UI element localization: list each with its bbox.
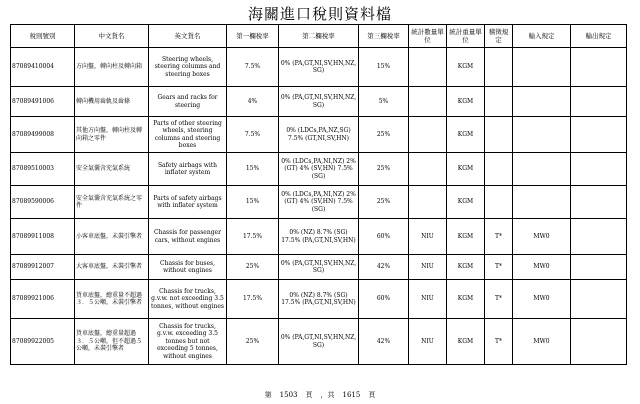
cell-rate-col1: 15% (227, 153, 279, 186)
tariff-table (10, 24, 627, 365)
cell-rate-col2: 0% (LDCs,PA,NI,NZ) 2% (GT) 4% (SV,HN) 7.5% (SG) (279, 153, 359, 186)
cell-quantity-unit (409, 87, 447, 117)
header-weight-unit: 統計重量單位 (447, 25, 485, 48)
cell-chinese-name: 貨車底盤，總重量不超過３．５公噸，未裝引擎者 (75, 280, 149, 319)
cell-chinese-name: 轉向機用齒軌及齒條 (75, 87, 149, 117)
cell-export-rule (571, 319, 627, 365)
header-import-rule: 輸入規定 (513, 25, 571, 48)
cell-import-rule: MW0 (513, 255, 571, 280)
table-row (11, 117, 627, 153)
footer-page-number: 1503 (279, 391, 298, 399)
cell-english-name: Parts of safety airbags with inflater system (149, 186, 227, 219)
cell-rate-col2: 0% (PA,GT,NI,SV,HN,NZ, SG) (279, 255, 359, 280)
table-row (11, 48, 627, 87)
cell-rate-col2: 0% (LDCs,PA,NZ,SG) 7.5% (GT,NI,SV,HN) (279, 117, 359, 153)
cell-rate-col1: 4% (227, 87, 279, 117)
cell-export-rule (571, 280, 627, 319)
cell-levy-rule (485, 153, 513, 186)
cell-rate-col1: 7.5% (227, 48, 279, 87)
header-quantity-unit: 統計數量單位 (409, 25, 447, 48)
cell-quantity-unit (409, 153, 447, 186)
cell-rate-col1: 17.5% (227, 280, 279, 319)
cell-tariff-code: 87089491006 (11, 87, 75, 117)
footer-total-pages: 1615 (342, 391, 361, 399)
table-row (11, 255, 627, 280)
cell-rate-col1: 25% (227, 255, 279, 280)
table-row (11, 319, 627, 365)
cell-rate-col1: 7.5% (227, 117, 279, 153)
cell-rate-col3: 60% (359, 280, 409, 319)
cell-english-name: Gears and racks for steering (149, 87, 227, 117)
cell-english-name: Parts of other steering wheels, steering columns and steering boxes (149, 117, 227, 153)
header-english-name: 英文貨名 (149, 25, 227, 48)
cell-weight-unit: KGM (447, 280, 485, 319)
cell-export-rule (571, 117, 627, 153)
cell-quantity-unit (409, 117, 447, 153)
cell-weight-unit: KGM (447, 87, 485, 117)
cell-chinese-name: 安全氣囊含充氣系統之零件 (75, 186, 149, 219)
cell-rate-col2: 0% (LDCs,PA,NI,NZ) 2% (GT) 4% (SV,HN) 7.5% (SG) (279, 186, 359, 219)
cell-weight-unit: KGM (447, 186, 485, 219)
cell-rate-col2: 0% (PA,GT,NI,SV,HN,NZ, SG) (279, 87, 359, 117)
cell-quantity-unit: NIU (409, 219, 447, 255)
cell-tariff-code: 87089510003 (11, 153, 75, 186)
cell-quantity-unit: NIU (409, 319, 447, 365)
cell-quantity-unit: NIU (409, 280, 447, 319)
cell-chinese-name: 小客車底盤，未裝引擎者 (75, 219, 149, 255)
cell-export-rule (571, 219, 627, 255)
footer-total-word: 頁 (368, 391, 376, 399)
cell-english-name: Steering wheels, steering columns and steering boxes (149, 48, 227, 87)
page-footer (0, 390, 640, 400)
cell-rate-col2: 0% (PA,GT,NI,SV,HN,NZ, SG) (279, 319, 359, 365)
cell-export-rule (571, 186, 627, 219)
cell-english-name: Chassis for trucks, g.v.w. not exceeding 3.5 tonnes, without engines (149, 280, 227, 319)
cell-tariff-code: 87089912007 (11, 255, 75, 280)
cell-levy-rule: T* (485, 319, 513, 365)
cell-tariff-code: 87089911008 (11, 219, 75, 255)
cell-import-rule (513, 186, 571, 219)
cell-weight-unit: KGM (447, 153, 485, 186)
cell-rate-col3: 25% (359, 117, 409, 153)
cell-english-name: Safety airbags with inflater system (149, 153, 227, 186)
cell-rate-col3: 42% (359, 255, 409, 280)
cell-tariff-code: 87089410004 (11, 48, 75, 87)
table-header-row (11, 25, 627, 48)
cell-import-rule (513, 48, 571, 87)
cell-rate-col2: 0% (PA,GT,NI,SV,HN,NZ, SG) (279, 48, 359, 87)
table-row (11, 219, 627, 255)
page-title: 海關進口稅則資料檔 (247, 5, 392, 23)
cell-import-rule: MW0 (513, 319, 571, 365)
cell-english-name: Chassis for trucks, g.v.w. exceeding 3.5 tonnes but not exceeding 5 tonnes, without engines (149, 319, 227, 365)
cell-import-rule (513, 87, 571, 117)
cell-import-rule: MW0 (513, 219, 571, 255)
cell-weight-unit: KGM (447, 48, 485, 87)
cell-export-rule (571, 255, 627, 280)
cell-levy-rule (485, 48, 513, 87)
table-row (11, 87, 627, 117)
cell-export-rule (571, 87, 627, 117)
cell-rate-col2: 0% (NZ) 8.7% (SG) 17.5% (PA,GT,NI,SV,HN) (279, 280, 359, 319)
cell-chinese-name: 貨車底盤，總重量超過３．５公噸，但不超過５公噸，未裝引擎者 (75, 319, 149, 365)
cell-rate-col3: 25% (359, 186, 409, 219)
cell-weight-unit: KGM (447, 319, 485, 365)
cell-levy-rule (485, 87, 513, 117)
cell-rate-col3: 15% (359, 48, 409, 87)
header-rate-col1: 第一欄稅率 (227, 25, 279, 48)
cell-import-rule (513, 153, 571, 186)
cell-weight-unit: KGM (447, 219, 485, 255)
cell-rate-col3: 42% (359, 319, 409, 365)
cell-tariff-code: 87089922005 (11, 319, 75, 365)
cell-levy-rule (485, 117, 513, 153)
cell-english-name: Chassis for buses, without engines (149, 255, 227, 280)
cell-quantity-unit (409, 48, 447, 87)
cell-export-rule (571, 48, 627, 87)
cell-rate-col1: 17.5% (227, 219, 279, 255)
cell-levy-rule: T* (485, 280, 513, 319)
header-export-rule: 輸出規定 (571, 25, 627, 48)
cell-import-rule: MW0 (513, 280, 571, 319)
footer-prefix: 第 (264, 391, 272, 399)
cell-levy-rule: T* (485, 219, 513, 255)
cell-export-rule (571, 153, 627, 186)
footer-separator: ，共 (320, 391, 335, 399)
cell-rate-col3: 60% (359, 219, 409, 255)
cell-tariff-code: 87089590006 (11, 186, 75, 219)
cell-rate-col3: 5% (359, 87, 409, 117)
cell-import-rule (513, 117, 571, 153)
cell-chinese-name: 其他方向盤，轉向柱及轉向箱之零件 (75, 117, 149, 153)
cell-rate-col1: 25% (227, 319, 279, 365)
cell-tariff-code: 87089921006 (11, 280, 75, 319)
cell-english-name: Chassis for passenger cars, without engines (149, 219, 227, 255)
cell-weight-unit: KGM (447, 117, 485, 153)
cell-rate-col1: 15% (227, 186, 279, 219)
cell-quantity-unit: NIU (409, 255, 447, 280)
header-rate-col3: 第三欄稅率 (359, 25, 409, 48)
cell-tariff-code: 87089499008 (11, 117, 75, 153)
table-row (11, 186, 627, 219)
footer-page-word: 頁 (305, 391, 313, 399)
cell-rate-col2: 0% (NZ) 8.7% (SG) 17.5% (PA,GT,NI,SV,HN) (279, 219, 359, 255)
cell-weight-unit: KGM (447, 255, 485, 280)
cell-levy-rule: T* (485, 255, 513, 280)
table-row (11, 153, 627, 186)
header-tariff-code: 稅則號別 (11, 25, 75, 48)
cell-levy-rule (485, 186, 513, 219)
cell-chinese-name: 方向盤，轉向柱及轉向箱 (75, 48, 149, 87)
header-chinese-name: 中文貨名 (75, 25, 149, 48)
cell-quantity-unit (409, 186, 447, 219)
header-levy-rule: 稽徵規定 (485, 25, 513, 48)
cell-rate-col3: 25% (359, 153, 409, 186)
table-row (11, 280, 627, 319)
cell-chinese-name: 大客車底盤，未裝引擎者 (75, 255, 149, 280)
header-rate-col2: 第二欄稅率 (279, 25, 359, 48)
cell-chinese-name: 安全氣囊含充氣系統 (75, 153, 149, 186)
